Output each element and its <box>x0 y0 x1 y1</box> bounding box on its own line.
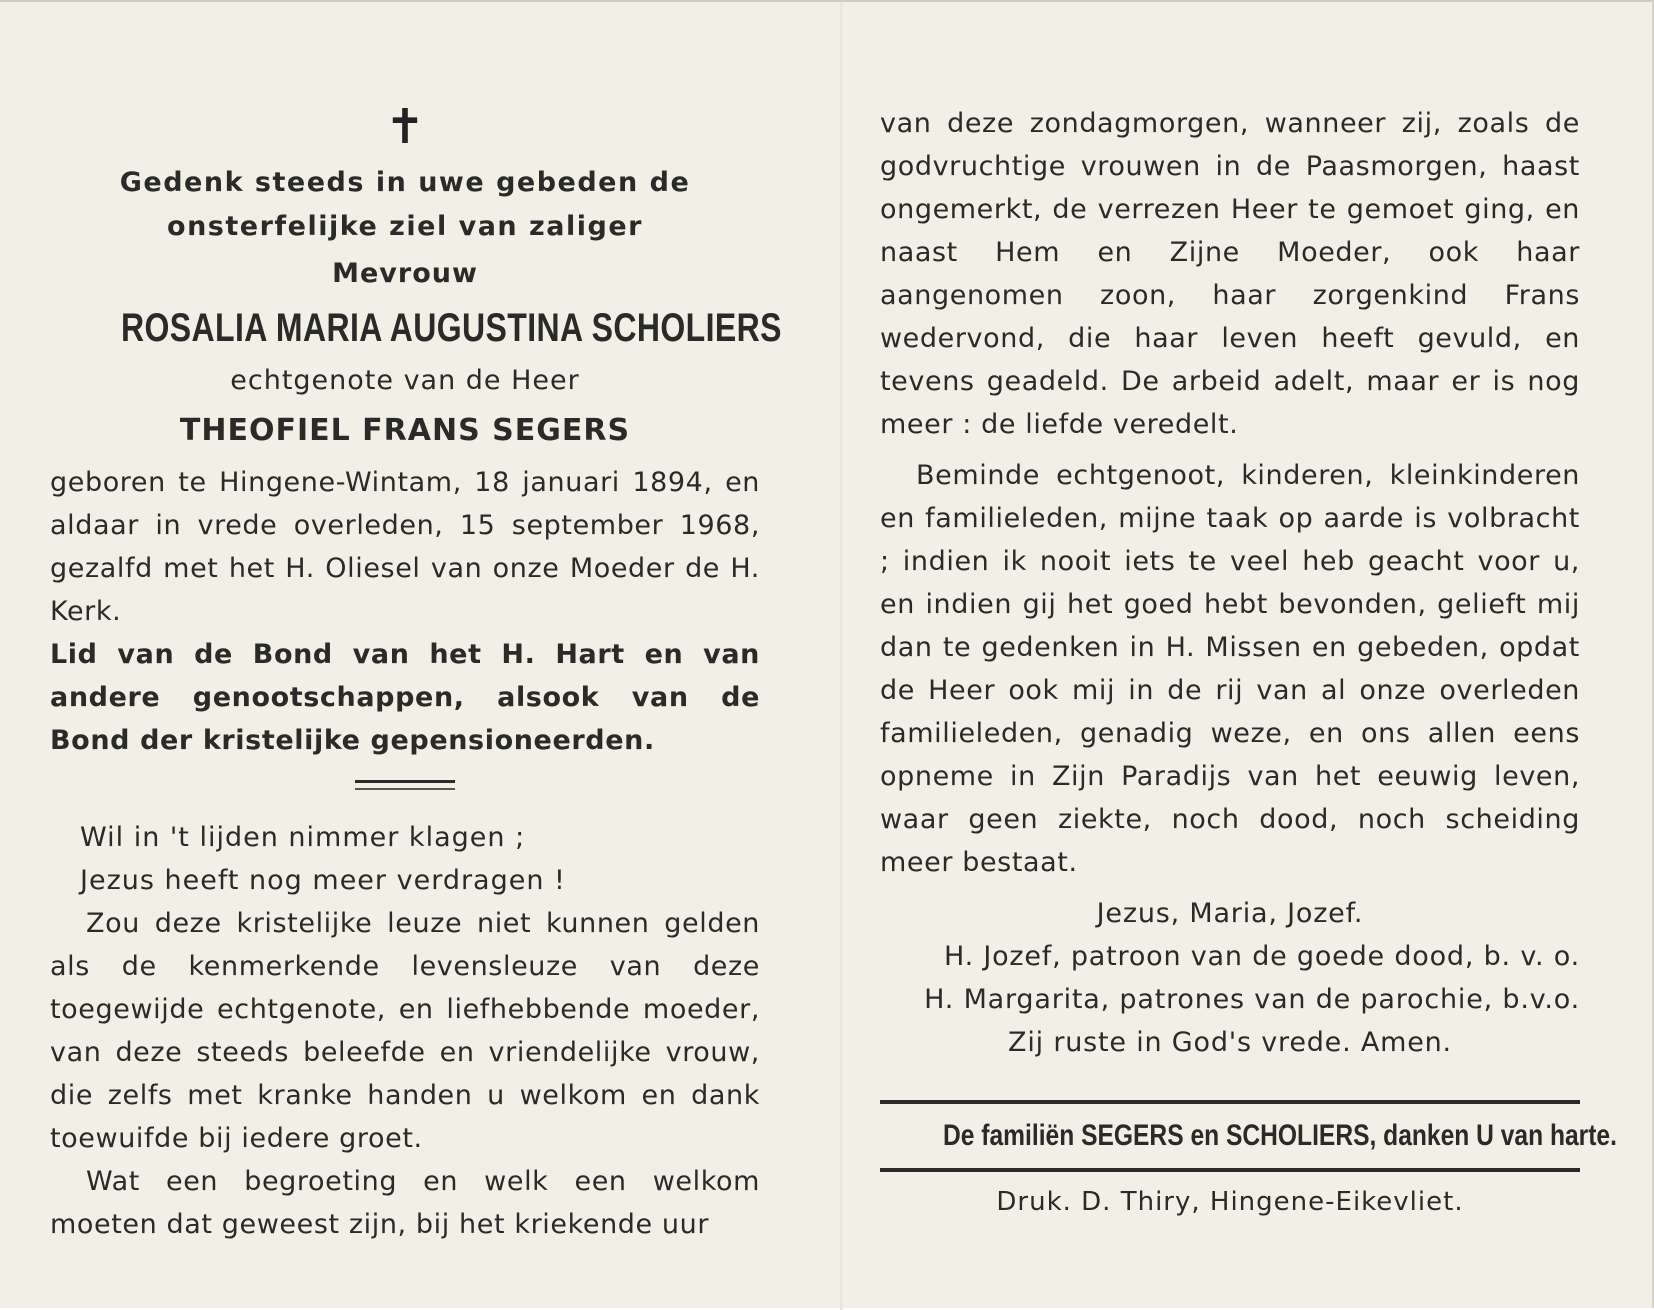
body-text-3: van deze zondagmorgen, wanneer zij, zoals de godvruchtige vrouwen in de Paasmorgen, haast ongemerkt, de verrezen Heer te gemoet ging, en naast Hem en Zijne Moeder, ook haar aangenomen zoon, haar zorgenkind Frans wedervond, die haar leven heeft gevuld, en tevens geadeld. De arbeid adelt, maar er is nog meer : de liefde veredelt. <box>880 108 1580 440</box>
spouse-name: THEOFIEL FRANS SEGERS <box>179 413 631 448</box>
patron-line-1: H. Jozef, patroon van de goede dood, b. v. o. <box>943 941 1580 972</box>
poem-line-2: Jezus heeft nog meer verdragen ! <box>80 865 566 896</box>
patron-line-2: H. Margarita, patrones van de parochie, b.v.o. <box>924 984 1580 1015</box>
body-text-1: Zou deze kristelijke leuze niet kunnen gelden als de kenmerkende levensleuze van deze toegewijde echtgenote, en liefhebbende moeder, van deze steeds beleefde en vriendelijke vrouw, die zelfs met kranke handen u welkom en dank toewuifde bij iedere groet. <box>50 908 760 1154</box>
right-panel <box>880 102 1617 1232</box>
intro-line-2: onsterfelijke ziel van zaliger <box>167 211 643 242</box>
intro-line-1: Gedenk steeds in uwe gebeden de <box>119 167 691 198</box>
honorific: Mevrouw <box>332 258 478 289</box>
left-panel <box>50 97 782 1246</box>
ornament-divider <box>355 780 455 790</box>
card-fold <box>840 2 843 1310</box>
prayer-text: Beminde echtgenoot, kinderen, kleinkinderen en familieleden, mijne taak op aarde is volbracht ; indien ik nooit iets te veel heb geacht voor u, en indien gij het goed hebt bevonden, gelieft mij dan te gedenken in H. Missen en gebeden, opdat de Heer ook mij in de rij van al onze overleden familieleden, genadig weze, en ons allen eens opneme in Zijn Paradijs van het eeuwig leven, waar geen ziekte, noch dood, noch scheiding meer bestaat. <box>880 460 1580 878</box>
deceased-name: ROSALIA MARIA AUGUSTINA SCHOLIERS <box>121 306 782 350</box>
invocation: Jezus, Maria, Jozef. <box>1096 898 1364 929</box>
closing-line: Zij ruste in God's vrede. Amen. <box>1008 1027 1452 1058</box>
thanks-line: De familiën SEGERS en SCHOLIERS, danken U van harte. <box>943 1119 1617 1152</box>
body-text-2: Wat een begroeting en welk een welkom moeten dat geweest zijn, bij het kriekende uur <box>50 1166 760 1240</box>
cross-icon: ✝ <box>384 99 426 155</box>
spouse-label: echtgenote van de Heer <box>230 365 580 396</box>
bio-text: geboren te Hingene-Wintam, 18 januari 1894, en aldaar in vrede overleden, 15 september 1968, gezalfd met het H. Oliesel van onze Moeder de H. Kerk. <box>50 467 760 627</box>
printer-credit: Druk. D. Thiry, Hingene-Eikevliet. <box>996 1187 1464 1217</box>
membership-text: Lid van de Bond van het H. Hart en van andere genootschappen, alsook van de Bond der kristelijke gepensioneerden. <box>50 639 760 756</box>
poem-line-1: Wil in 't lijden nimmer klagen ; <box>80 822 526 853</box>
